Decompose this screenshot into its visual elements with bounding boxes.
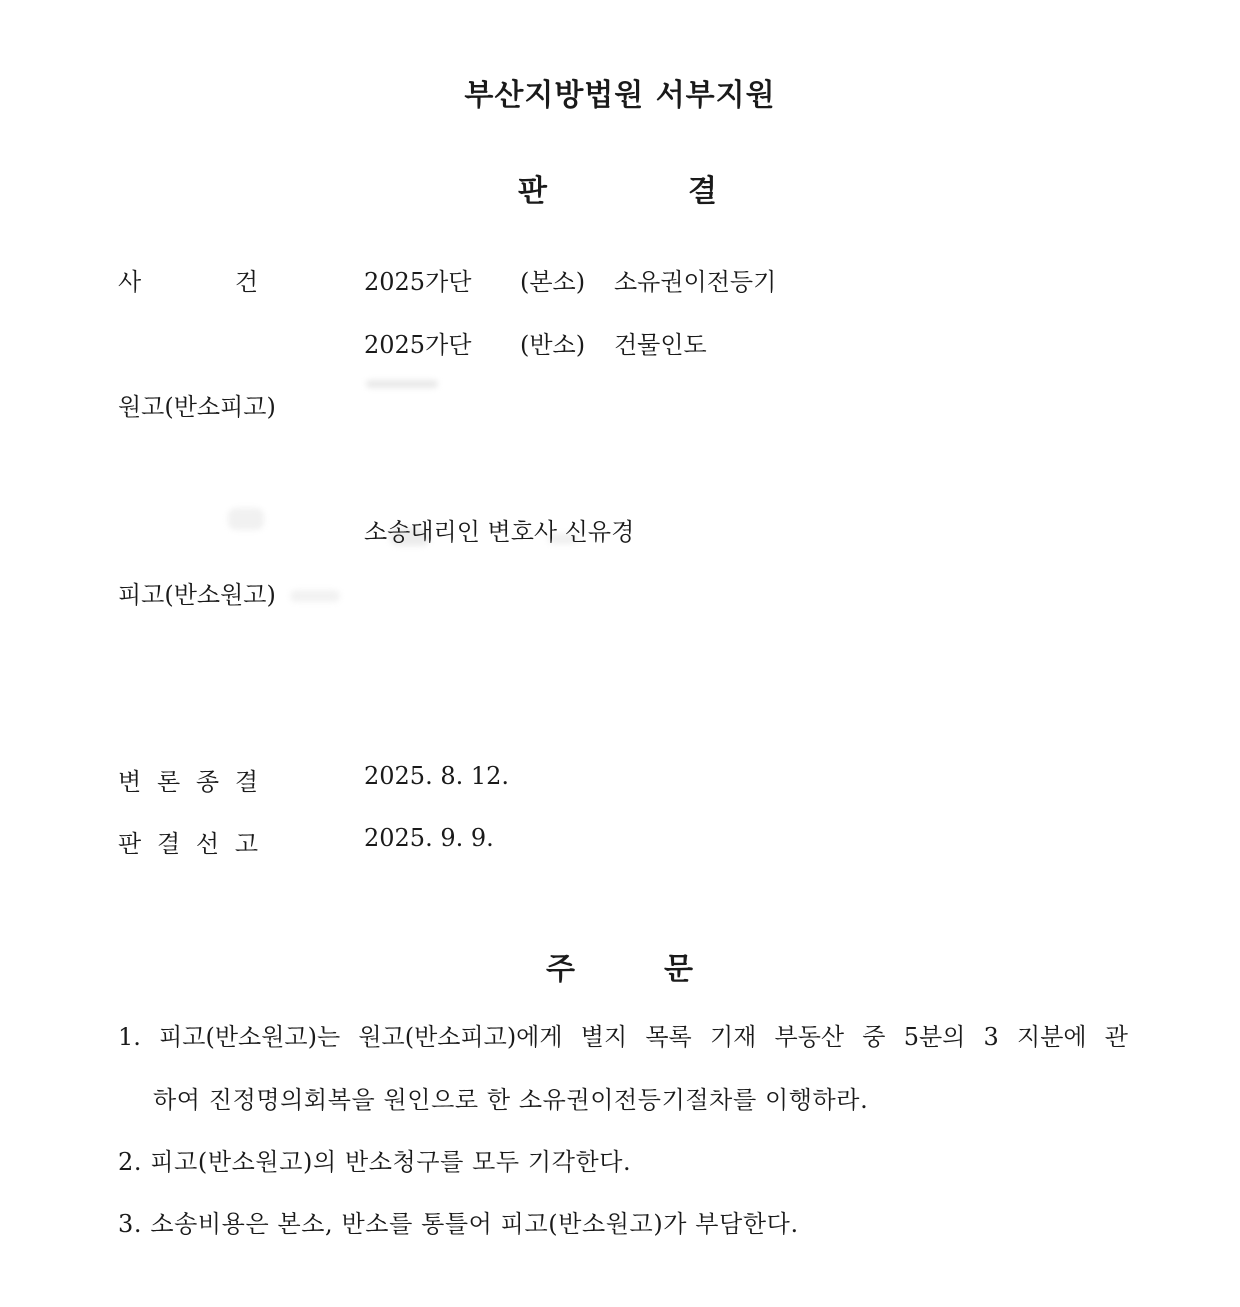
order-item-2: 2. 피고(반소원고)의 반소청구를 모두 기각한다. — [118, 1148, 632, 1176]
court-name: 부산지방법원 서부지원 — [464, 78, 776, 113]
case-title: 소유권이전등기 — [614, 268, 777, 296]
case-number: 2025가단 — [364, 268, 472, 296]
case-label-char: 사 — [118, 268, 142, 296]
order-item-3: 3. 소송비용은 본소, 반소를 통틀어 피고(반소원고)가 부담한다. — [118, 1210, 799, 1238]
case-label-char: 건 — [234, 268, 258, 296]
redaction-mark — [228, 508, 264, 530]
case-kind: (본소) — [520, 268, 586, 296]
plaintiff-attorney: 소송대리인 변호사 신유경 — [364, 518, 635, 546]
order-title-char-2: 문 — [664, 952, 693, 987]
order-item-1: 1. 피고(반소원고)는 원고(반소피고)에게 별지 목록 기재 부동산 중 5분의 3 지분에 관 — [118, 1023, 1128, 1051]
document-type-char-1: 판 — [518, 174, 547, 209]
closing-date: 2025. 8. 12. — [364, 762, 510, 790]
sentence-label-char: 결 — [156, 830, 181, 858]
case-label — [118, 262, 258, 297]
closing-label-char: 론 — [156, 768, 181, 796]
closing-label-char: 종 — [195, 768, 220, 796]
order-title-char-1: 주 — [546, 952, 575, 987]
case-kind: (반소) — [520, 331, 586, 359]
sentence-label-char: 선 — [195, 830, 220, 858]
sentence-label-char: 고 — [234, 830, 258, 858]
defendant-label: 피고(반소원고) — [118, 581, 276, 609]
case-title: 건물인도 — [614, 331, 707, 359]
closing-label-char: 변 — [118, 768, 142, 796]
plaintiff-label: 원고(반소피고) — [118, 393, 276, 421]
order-item-1-continued: 하여 진정명의회복을 원인으로 한 소유권이전등기절차를 이행하라. — [153, 1086, 869, 1114]
sentence-date: 2025. 9. 9. — [364, 824, 494, 852]
sentence-label — [118, 824, 258, 859]
case-number: 2025가단 — [364, 331, 472, 359]
document-type-char-2: 결 — [688, 174, 717, 209]
sentence-label-char: 판 — [118, 830, 142, 858]
redaction-mark — [366, 380, 438, 388]
closing-label-char: 결 — [234, 768, 258, 796]
closing-label — [118, 762, 258, 797]
redaction-mark — [290, 590, 340, 602]
